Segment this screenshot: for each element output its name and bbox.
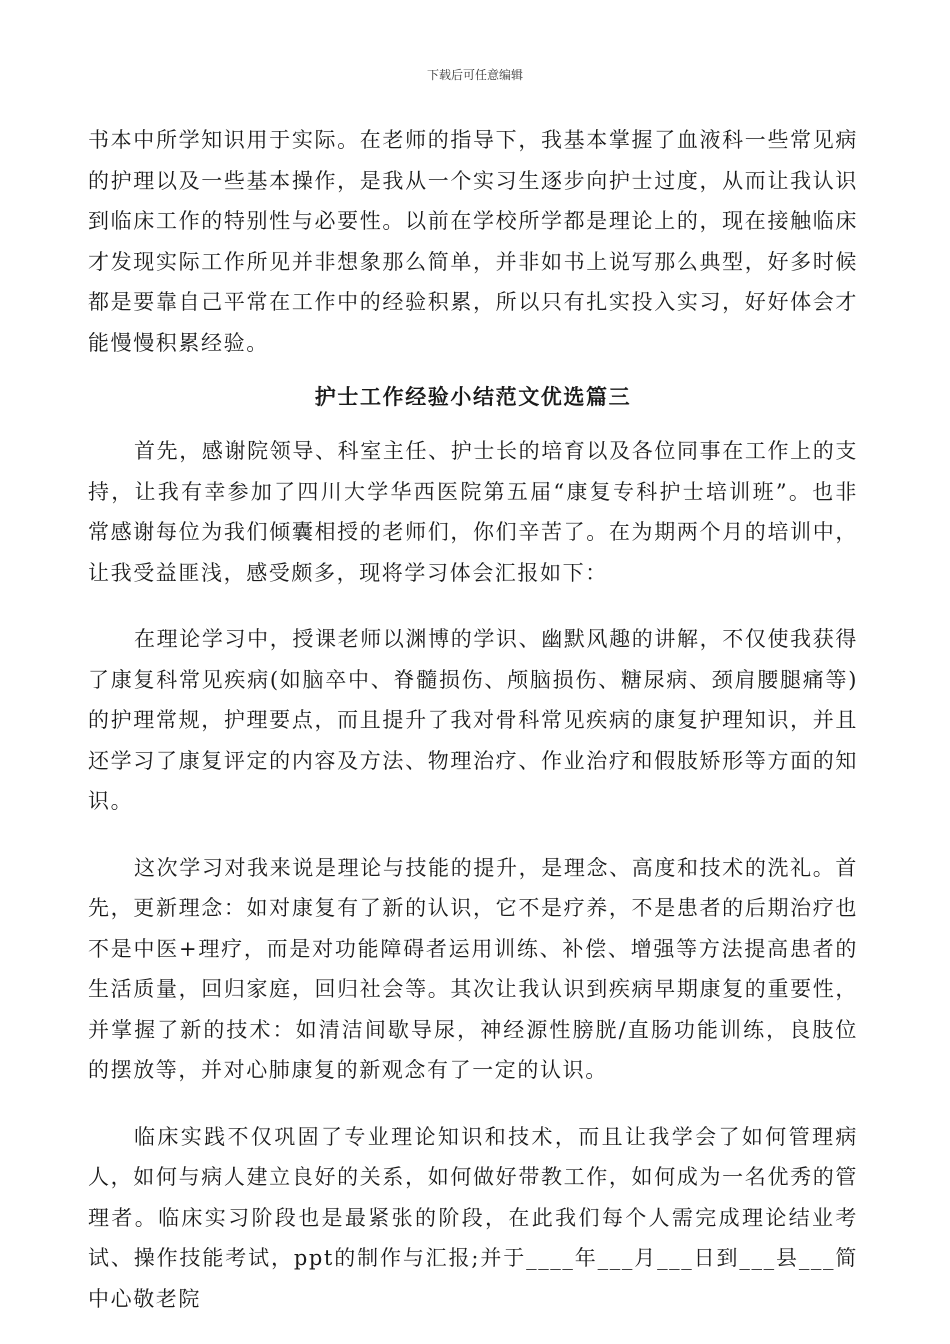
paragraph-4: 这次学习对我来说是理论与技能的提升，是理念、高度和技术的洗礼。首先，更新理念：如对康复有了新的认识，它不是疗养，不是患者的后期治疗也不是中医+理疗，而是对功能障碍者运用训练、补偿、增强等方法提高患者的生活质量，回归家庭，回归社会等。其次让我认识到疾病早期康复的重要性，并掌握了新的技术：如清洁间歇导尿，神经源性膀胱/直肠功能训练，良肢位的摆放等，并对心肺康复的新观念有了一定的认识。 [88,855,858,1082]
paragraph-gap [88,1091,858,1117]
paragraph-gap [88,822,858,848]
paragraph-2: 首先，感谢院领导、科室主任、护士长的培育以及各位同事在工作上的支持，让我有幸参加了四川大学华西医院第五届“康复专科护士培训班”。也非常感谢每位为我们倾囊相授的老师们，你们辛苦了。在为期两个月的培训中，让我受益匪浅，感受颇多，现将学习体会汇报如下： [88,439,858,585]
section-heading: 护士工作经验小结范文优选篇三 [314,384,632,409]
paragraph-5: 临床实践不仅巩固了专业理论知识和技术，而且让我学会了如何管理病人，如何与病人建立良好的关系，如何做好带教工作，如何成为一名优秀的管理者。临床实习阶段也是最紧张的阶段，在此我们每个人需完成理论结业考试、操作技能考试，ppt的制作与汇报;并于____年___月___日到___县___简中心敬老院 [88,1124,858,1311]
paragraph-3: 在理论学习中，授课老师以渊博的学识、幽默风趣的讲解，不仅使我获得了康复科常见疾病(如脑卒中、脊髓损伤、颅脑损伤、糖尿病、颈肩腰腿痛等)的护理常规，护理要点，而且提升了我对骨科常见疾病的康复护理知识，并且还学习了康复评定的内容及方法、物理治疗、作业治疗和假肢矫形等方面的知识。 [88,627,858,813]
paragraph-1: 书本中所学知识用于实际。在老师的指导下，我基本掌握了血液科一些常见病的护理以及一些基本操作，是我从一个实习生逐步向护士过度，从而让我认识到临床工作的特别性与必要性。以前在学校所学都是理论上的，现在接触临床才发现实际工作所见并非想象那么简单，并非如书上说写那么典型，好多时候都是要靠自己平常在工作中的经验积累，所以只有扎实投入实习，好好体会才能慢慢积累经验。 [88,128,858,355]
document-body [88,120,858,1319]
paragraph-gap [88,593,858,619]
page-header-note: 下载后可任意编辑 [426,68,523,82]
